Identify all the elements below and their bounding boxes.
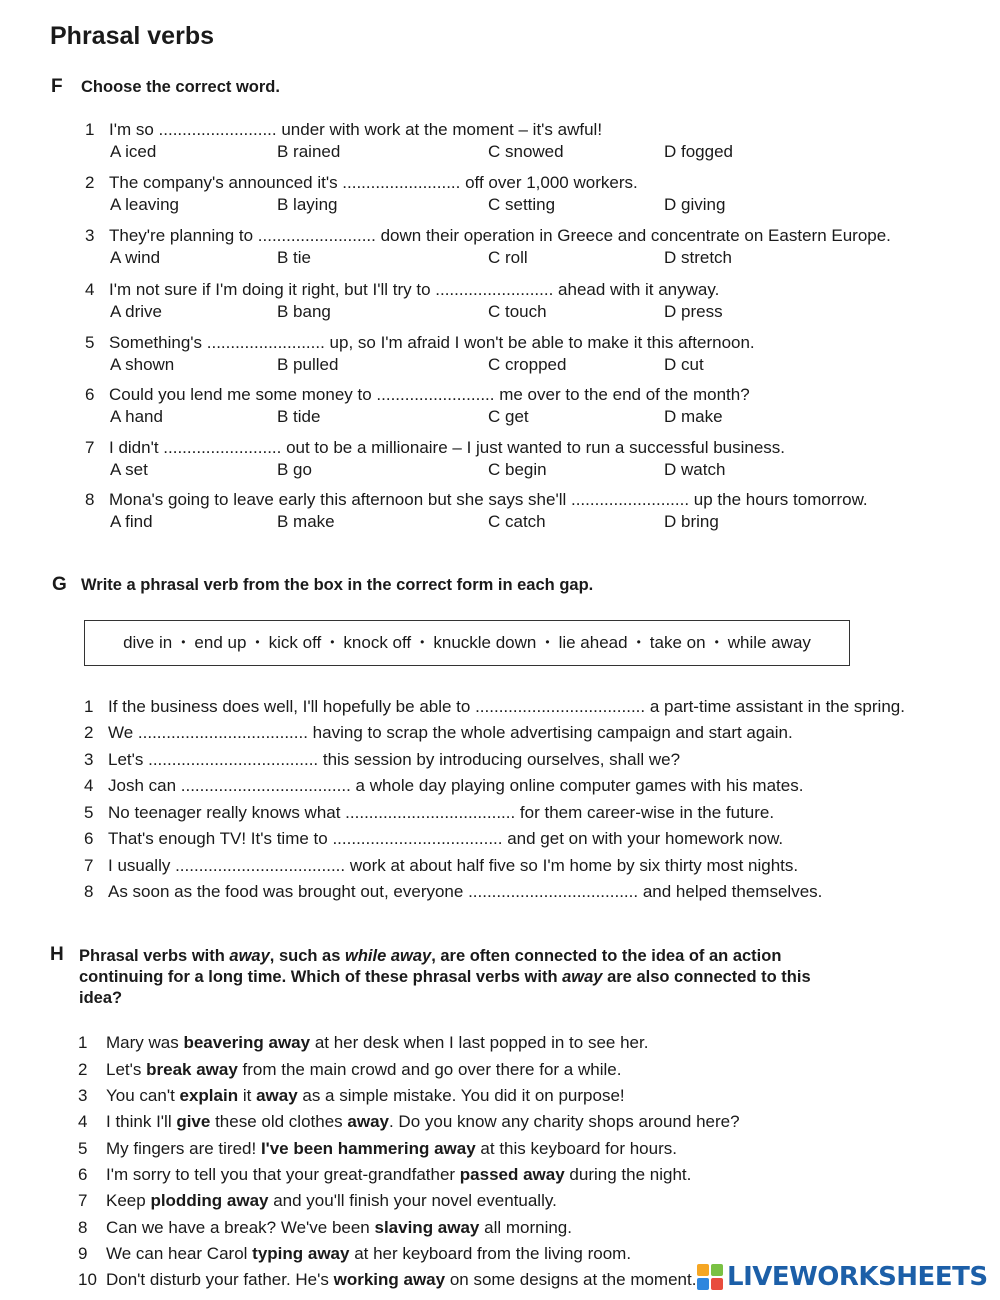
question-text: I didn't ......................... out to be a millionaire – I just wanted to run a successful business.	[109, 438, 786, 457]
h-instr-text-2: , such as	[269, 947, 345, 965]
option-a[interactable]: A set	[110, 460, 148, 479]
question-f-3	[85, 226, 891, 246]
question-f-5	[85, 333, 755, 353]
question-f-6	[85, 385, 750, 405]
phrasal-verb: explain	[179, 1086, 239, 1105]
question-number: 7	[84, 856, 94, 875]
option-d[interactable]: D make	[664, 407, 723, 426]
sentence-text-pre: I'm sorry to tell you that your great-grandfather	[106, 1165, 460, 1184]
question-g-4	[84, 776, 803, 796]
sentence-text-post: at this keyboard for hours.	[475, 1139, 677, 1158]
option-c[interactable]: C get	[488, 407, 529, 426]
h-instr-em-1: away	[229, 947, 270, 965]
logo-square	[711, 1264, 723, 1276]
question-g-3	[84, 750, 680, 770]
sentence-number: 2	[78, 1060, 88, 1079]
sentence-text-post: all morning.	[479, 1218, 572, 1237]
option-a[interactable]: A leaving	[110, 195, 179, 214]
sentence-text-post: on some designs at the moment.	[445, 1270, 697, 1289]
sentence-h-7	[78, 1191, 557, 1211]
sentence-text-post: at her keyboard from the living room.	[349, 1244, 632, 1263]
bullet-separator: •	[420, 635, 425, 649]
question-number: 4	[85, 280, 95, 299]
question-g-5	[84, 803, 774, 823]
page-title: Phrasal verbs	[50, 22, 214, 50]
question-text: Something's ......................... up, so I'm afraid I won't be able to make it this afternoon.	[109, 333, 755, 352]
word-box-item: knuckle down	[433, 633, 537, 652]
bullet-separator: •	[545, 635, 550, 649]
section-f-letter: F	[51, 76, 63, 97]
option-c[interactable]: C touch	[488, 302, 547, 321]
option-b[interactable]: B bang	[277, 302, 331, 321]
option-b[interactable]: B tie	[277, 248, 312, 267]
sentence-text-mid: it	[238, 1086, 257, 1105]
question-number: 4	[84, 776, 94, 795]
sentence-number: 7	[78, 1191, 88, 1210]
question-text: If the business does well, I'll hopefully be able to .................................... a part-time assistant in the spring.	[108, 697, 905, 716]
question-text: That's enough TV! It's time to .................................... and get on with your homework now.	[108, 829, 784, 848]
option-a[interactable]: A wind	[110, 248, 161, 267]
option-b[interactable]: B tide	[277, 407, 321, 426]
sentence-number: 4	[78, 1112, 88, 1131]
option-c[interactable]: C setting	[488, 195, 556, 214]
question-text: I usually .................................... work at about half five so I'm home by six thirty most nights.	[108, 856, 799, 875]
option-a[interactable]: A hand	[110, 407, 163, 426]
question-f-1	[85, 120, 602, 140]
option-a[interactable]: A find	[110, 512, 153, 531]
h-instr-text-1: Phrasal verbs with	[79, 947, 230, 965]
question-g-2	[84, 723, 793, 743]
liveworksheets-text: LIVEWORKSHEETS	[727, 1262, 988, 1292]
option-b[interactable]: B make	[277, 512, 335, 531]
phrasal-verb-particle: away	[256, 1086, 298, 1105]
question-number: 3	[85, 226, 95, 245]
section-f-instruction: Choose the correct word.	[81, 78, 280, 96]
sentence-h-10	[78, 1270, 696, 1290]
phrasal-verb: typing away	[252, 1244, 350, 1263]
section-g-instruction: Write a phrasal verb from the box in the correct form in each gap.	[81, 576, 594, 594]
option-d[interactable]: D stretch	[664, 248, 733, 267]
phrasal-verb: I've been hammering away	[260, 1139, 476, 1158]
sentence-number: 1	[78, 1033, 88, 1052]
question-text: They're planning to ......................... down their operation in Greece and concentrate on Eastern Europe.	[109, 226, 891, 245]
question-text: Josh can .................................... a whole day playing online computer games with his mates.	[108, 776, 804, 795]
section-h-letter: H	[50, 944, 64, 965]
option-a[interactable]: A iced	[110, 142, 157, 161]
sentence-text-pre: We can hear Carol	[106, 1244, 253, 1263]
question-text: Mona's going to leave early this afternoon but she says she'll ......................... up the hours tomorrow.	[109, 490, 868, 509]
sentence-number: 5	[78, 1139, 88, 1158]
sentence-h-6	[78, 1165, 691, 1185]
bullet-separator: •	[636, 635, 641, 649]
question-g-6	[84, 829, 783, 849]
phrasal-verb: slaving away	[374, 1218, 480, 1237]
question-number: 2	[84, 723, 94, 742]
h-instr-em-2: while away	[344, 947, 432, 965]
bullet-separator: •	[714, 635, 719, 649]
sentence-h-8	[78, 1218, 572, 1238]
sentence-text-pre: Let's	[106, 1060, 147, 1079]
question-text: We .................................... having to scrap the whole advertising campaign and start again.	[108, 723, 793, 742]
word-box-item: dive in	[123, 633, 173, 652]
option-d[interactable]: D watch	[664, 460, 726, 479]
option-c[interactable]: C cropped	[488, 355, 567, 374]
liveworksheets-logo-icon	[697, 1264, 723, 1290]
logo-square	[711, 1278, 723, 1290]
sentence-text-post: as a simple mistake. You did it on purpose!	[297, 1086, 625, 1105]
logo-square	[697, 1278, 709, 1290]
option-a[interactable]: A shown	[110, 355, 175, 374]
option-d[interactable]: D press	[664, 302, 723, 321]
option-c[interactable]: C begin	[488, 460, 547, 479]
question-g-1	[84, 697, 905, 717]
question-text: The company's announced it's ......................... off over 1,000 workers.	[109, 173, 638, 192]
option-d[interactable]: D giving	[664, 195, 726, 214]
option-d[interactable]: D fogged	[664, 142, 733, 161]
question-text: Could you lend me some money to ......................... me over to the end of the month?	[109, 385, 750, 404]
question-number: 8	[84, 882, 94, 901]
option-c[interactable]: C snowed	[488, 142, 564, 161]
question-text: As soon as the food was brought out, everyone .................................... and helped themselves.	[108, 882, 823, 901]
sentence-text-post: from the main crowd and go over there for a while.	[237, 1060, 622, 1079]
sentence-text-post: and you'll finish your novel eventually.	[268, 1191, 557, 1210]
sentence-h-2	[78, 1060, 621, 1080]
phrasal-verb-particle: away	[347, 1112, 389, 1131]
sentence-text-mid: these old clothes	[210, 1112, 348, 1131]
question-g-7	[84, 856, 798, 876]
question-number: 6	[85, 385, 95, 404]
phrasal-verb: plodding away	[150, 1191, 269, 1210]
question-f-8	[85, 490, 868, 510]
phrasal-verb: beavering away	[183, 1033, 311, 1052]
question-number: 2	[85, 173, 95, 192]
sentence-h-1	[78, 1033, 648, 1053]
word-box-item: kick off	[268, 633, 322, 652]
question-g-8	[84, 882, 822, 902]
option-b[interactable]: B rained	[277, 142, 341, 161]
question-number: 1	[85, 120, 95, 139]
option-d[interactable]: D bring	[664, 512, 719, 531]
question-f-4	[85, 280, 719, 300]
sentence-number: 6	[78, 1165, 88, 1184]
question-number: 1	[84, 697, 94, 716]
bullet-separator: •	[181, 635, 186, 649]
word-box-item: knock off	[343, 633, 412, 652]
sentence-number: 10	[78, 1270, 97, 1289]
question-text: Let's .................................... this session by introducing ourselves, shall we?	[108, 750, 681, 769]
sentence-number: 8	[78, 1218, 88, 1237]
h-instr-em-3: away	[562, 968, 603, 986]
sentence-text-post: at her desk when I last popped in to see her.	[310, 1033, 649, 1052]
h-instr-text-4: are also connected to this idea?	[79, 968, 811, 1007]
h-instr-text-3: , are often connected to the idea of an action continuing for a long time. Which of these phrasal verbs with	[79, 947, 782, 986]
question-text: I'm so ......................... under with work at the moment – it's awful!	[109, 120, 603, 139]
liveworksheets-watermark[interactable]	[697, 1262, 988, 1292]
sentence-text-pre: My fingers are tired!	[106, 1139, 261, 1158]
sentence-h-5	[78, 1139, 677, 1159]
sentence-text-pre: I think I'll	[106, 1112, 177, 1131]
sentence-text-pre: Mary was	[106, 1033, 184, 1052]
sentence-h-4	[78, 1112, 740, 1132]
option-c[interactable]: C roll	[488, 248, 528, 267]
phrasal-verb: passed away	[459, 1165, 565, 1184]
sentence-text-pre: Keep	[106, 1191, 151, 1210]
phrasal-verb: give	[176, 1112, 211, 1131]
option-d[interactable]: D cut	[664, 355, 704, 374]
bullet-separator: •	[255, 635, 260, 649]
option-c[interactable]: C catch	[488, 512, 546, 531]
question-number: 7	[85, 438, 95, 457]
sentence-text-pre: You can't	[106, 1086, 180, 1105]
word-box-item: while away	[727, 633, 811, 652]
question-number: 6	[84, 829, 94, 848]
sentence-h-9	[78, 1244, 631, 1264]
question-number: 8	[85, 490, 95, 509]
option-b[interactable]: B pulled	[277, 355, 339, 374]
word-box-item: end up	[194, 633, 247, 652]
question-text: No teenager really knows what .................................... for them career-wise in the future.	[108, 803, 775, 822]
question-number: 3	[84, 750, 94, 769]
question-number: 5	[85, 333, 95, 352]
sentence-number: 9	[78, 1244, 88, 1263]
sentence-number: 3	[78, 1086, 88, 1105]
question-number: 5	[84, 803, 94, 822]
sentence-h-3	[78, 1086, 625, 1106]
sentence-text-post: during the night.	[564, 1165, 692, 1184]
question-text: I'm not sure if I'm doing it right, but I'll try to ......................... ahead with it anyway.	[109, 280, 720, 299]
bullet-separator: •	[330, 635, 335, 649]
phrasal-verb: working away	[333, 1270, 446, 1289]
phrasal-verb: break away	[146, 1060, 238, 1079]
word-box-item: lie ahead	[558, 633, 628, 652]
sentence-text-pre: Can we have a break? We've been	[106, 1218, 375, 1237]
option-b[interactable]: B laying	[277, 195, 338, 214]
question-f-7	[85, 438, 785, 458]
sentence-text-post: . Do you know any charity shops around here?	[388, 1112, 740, 1131]
logo-square	[697, 1264, 709, 1276]
option-a[interactable]: A drive	[110, 302, 162, 321]
question-f-2	[85, 173, 638, 193]
option-b[interactable]: B go	[277, 460, 312, 479]
section-h-instruction	[79, 946, 839, 1009]
word-box	[84, 620, 850, 666]
sentence-text-pre: Don't disturb your father. He's	[106, 1270, 334, 1289]
word-box-item: take on	[649, 633, 706, 652]
section-g-letter: G	[52, 574, 67, 595]
